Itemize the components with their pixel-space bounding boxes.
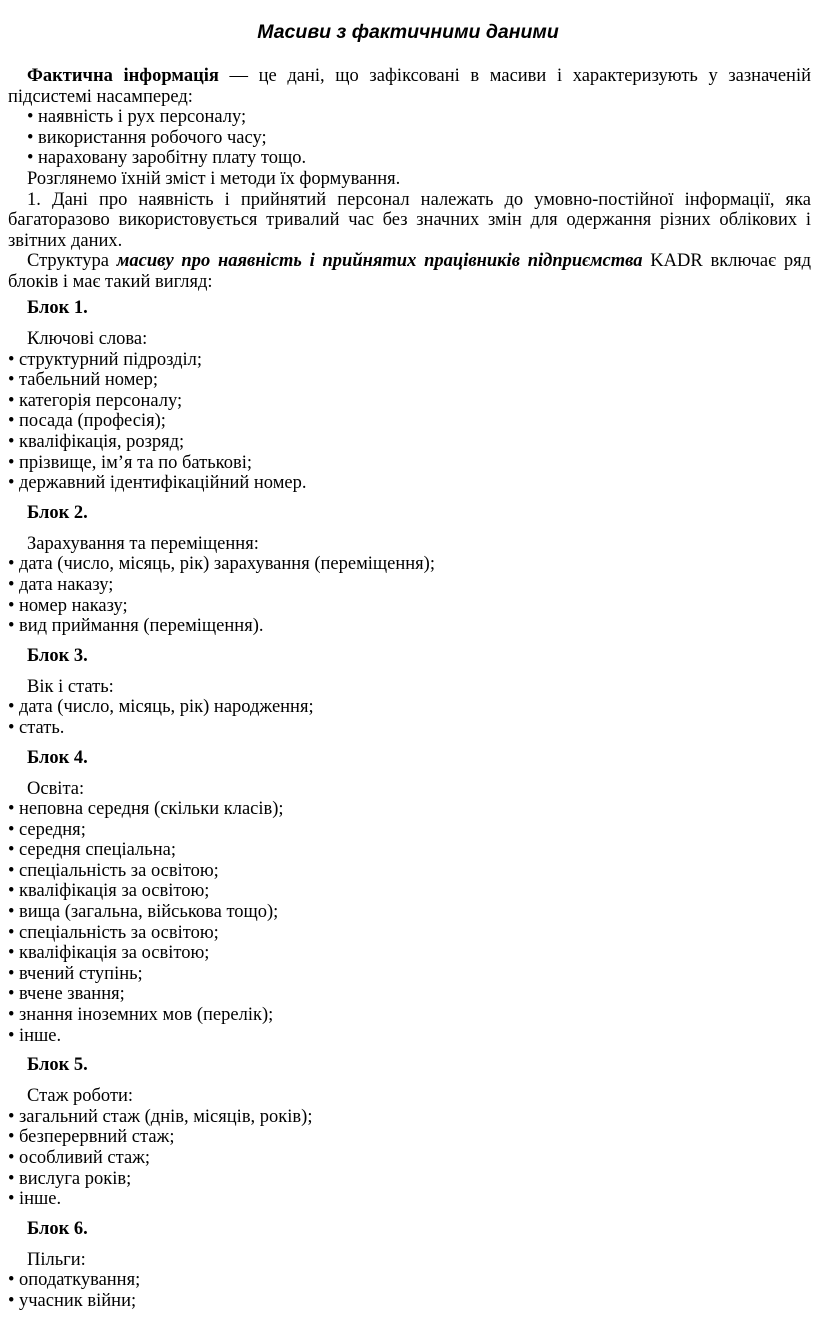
intro-bullet-list [8, 107, 811, 169]
list-item-text: особливий стаж; [19, 1148, 151, 1168]
bullet-icon: • [8, 860, 15, 881]
list-item-text: безперервний стаж; [19, 1127, 175, 1148]
bullet-icon: • [8, 1025, 15, 1046]
block-title: Блок 1. [27, 298, 88, 318]
list-item-text: посада (професія); [19, 411, 166, 432]
bullet-icon: • [8, 574, 15, 595]
list-item-text: структурний підрозділ; [19, 349, 203, 370]
list-item [8, 596, 811, 617]
bullet-icon: • [8, 984, 15, 1005]
list-item-text: середня; [19, 819, 86, 840]
list-item [8, 840, 811, 861]
block-item-list [8, 799, 811, 1046]
list-item-text: учасник війни; [19, 1290, 137, 1311]
list-item-text: середня спеціальна; [19, 840, 176, 861]
list-item-text: вислуга років; [19, 1168, 132, 1189]
list-item-text: кваліфікація, розряд; [19, 431, 185, 452]
block-title: Блок 4. [27, 747, 88, 768]
list-item [8, 718, 811, 739]
block-item-list [8, 697, 811, 738]
bullet-icon: • [8, 452, 15, 473]
list-item [8, 861, 811, 882]
list-item-text: спеціальність за освітою; [19, 922, 219, 943]
intro-section [8, 66, 811, 293]
block-title: Блок 6. [27, 1218, 88, 1239]
list-item-text: вчене звання; [19, 984, 125, 1005]
list-item [8, 820, 811, 841]
structure-emphasis: масиву про наявність і прийнятих працівників підприємства [116, 251, 643, 272]
block-title: Блок 2. [27, 502, 88, 523]
list-item [8, 902, 811, 923]
list-item [8, 616, 811, 637]
bullet-icon: • [8, 370, 15, 391]
bullet-icon: • [8, 616, 15, 637]
list-item-text: вища (загальна, військова тощо); [19, 902, 279, 923]
list-item-text: оподаткування; [19, 1270, 141, 1291]
block-subtitle: Ключові слова: [27, 329, 148, 349]
bullet-icon: • [8, 554, 15, 575]
bullet-icon: • [8, 922, 15, 943]
block-subtitle: Зарахування та переміщення: [27, 533, 259, 554]
bullet-icon: • [8, 963, 15, 984]
block-item-list [8, 554, 811, 636]
list-item [8, 984, 811, 1005]
term-label: Фактична інформація [27, 66, 219, 86]
block-subtitle: Стаж роботи: [27, 1086, 134, 1107]
bullet-icon: • [8, 595, 15, 616]
block-section [8, 1219, 811, 1312]
block-item-list [8, 1270, 811, 1311]
list-item-text: знання іноземних мов (перелік); [19, 1005, 274, 1026]
list-item-text: наявність і рух персоналу; [38, 107, 247, 128]
bullet-icon: • [8, 840, 15, 861]
list-item [8, 1127, 811, 1148]
list-item-text: дата (число, місяць, рік) народження; [19, 697, 314, 718]
definition-paragraph [8, 66, 811, 107]
block-section [8, 1055, 811, 1210]
bullet-icon: • [8, 1270, 15, 1291]
bullet-icon: • [8, 1168, 15, 1189]
list-item [8, 881, 811, 902]
list-item [8, 370, 811, 391]
list-item-text: прізвище, ім’я та по батькові; [19, 452, 252, 473]
block-title: Блок 3. [27, 645, 88, 666]
list-item-text: використання робочого часу; [38, 127, 267, 148]
list-item [8, 799, 811, 820]
list-item-text: номер наказу; [19, 595, 128, 616]
list-item-text: кваліфікація за освітою; [19, 881, 210, 902]
structure-paragraph [8, 251, 811, 292]
block-item-list [8, 350, 811, 494]
block-section [8, 646, 811, 739]
list-item [8, 107, 811, 128]
block-section [8, 298, 811, 494]
bullet-icon: • [8, 1189, 15, 1210]
list-item-text: державний ідентифікаційний номер. [19, 473, 307, 494]
list-item [8, 697, 811, 718]
page-title: Масиви з фактичними даними [257, 21, 559, 43]
list-item [8, 1107, 811, 1128]
bullet-icon: • [8, 1127, 15, 1148]
bullet-icon: • [8, 390, 15, 411]
list-item-text: вид приймання (переміщення). [19, 616, 264, 637]
list-item [8, 350, 811, 371]
consider-paragraph: Розглянемо їхній зміст і методи їх формування. [27, 168, 401, 189]
list-item-text: табельний номер; [19, 370, 159, 391]
list-item [8, 943, 811, 964]
bullet-icon: • [8, 799, 15, 820]
block-title: Блок 5. [27, 1055, 88, 1076]
list-item [8, 1148, 811, 1169]
list-item [8, 1005, 811, 1026]
list-item [8, 964, 811, 985]
list-item-text: загальний стаж (днів, місяців, років); [19, 1106, 313, 1127]
block-subtitle: Пільги: [27, 1249, 86, 1270]
list-item [8, 473, 811, 494]
bullet-icon: • [8, 473, 15, 494]
list-item [8, 1189, 811, 1210]
block-section [8, 748, 811, 1047]
list-item [8, 1270, 811, 1291]
bullet-icon: • [27, 148, 34, 169]
list-item [8, 1169, 811, 1190]
block-section [8, 503, 811, 637]
list-item-text: інше. [19, 1189, 62, 1210]
list-item-text: інше. [19, 1025, 62, 1046]
bullet-icon: • [8, 1290, 15, 1311]
block-subtitle: Вік і стать: [27, 676, 114, 697]
bullet-icon: • [8, 1106, 15, 1127]
list-item-text: кваліфікація за освітою; [19, 943, 210, 964]
bullet-icon: • [27, 127, 34, 148]
list-item [8, 554, 811, 575]
list-item-text: категорія персоналу; [19, 390, 183, 411]
list-item-text: неповна середня (скільки класів); [19, 799, 284, 820]
list-item-text: дата наказу; [19, 574, 114, 595]
list-item [8, 453, 811, 474]
bullet-icon: • [27, 107, 34, 128]
bullet-icon: • [8, 1148, 15, 1168]
block-subtitle: Освіта: [27, 778, 85, 799]
list-item-text: спеціальність за освітою; [19, 860, 219, 881]
list-item-text: нараховану заробітну плату тощо. [38, 148, 307, 169]
bullet-icon: • [8, 431, 15, 452]
bullet-icon: • [8, 902, 15, 923]
list-item [8, 128, 811, 149]
bullet-icon: • [8, 943, 15, 964]
bullet-icon: • [8, 1005, 15, 1026]
list-item-text: дата (число, місяць, рік) зарахування (переміщення); [19, 554, 435, 575]
bullet-icon: • [8, 349, 15, 370]
list-item [8, 391, 811, 412]
list-item [8, 432, 811, 453]
list-item [8, 1026, 811, 1047]
list-item [8, 575, 811, 596]
list-item-text: стать. [19, 717, 65, 738]
bullet-icon: • [8, 881, 15, 902]
blocks-section [8, 298, 811, 1321]
list-item [8, 411, 811, 432]
block-item-list [8, 1107, 811, 1210]
list-item [8, 148, 811, 169]
definition-text: — це дані, що зафіксовані в масиви і характеризують у зазначеній підсистемі насамперед: [8, 66, 811, 107]
bullet-icon: • [8, 819, 15, 840]
bullet-icon: • [8, 717, 15, 738]
bullet-icon: • [8, 411, 15, 432]
list-item-text: вчений ступінь; [19, 963, 143, 984]
bullet-icon: • [8, 697, 15, 718]
list-item [8, 923, 811, 944]
structure-suffix: KADR включає ряд блоків і має такий вигляд: [8, 251, 811, 292]
list-item [8, 1291, 811, 1312]
structure-prefix: Структура [27, 251, 117, 272]
point-1-paragraph: 1. Дані про наявність і прийнятий персонал належать до умовно-постійної інформації, яка багаторазово використовується тривалий час без значних змін для одержання різних облікових і звітних даних. [8, 189, 811, 251]
